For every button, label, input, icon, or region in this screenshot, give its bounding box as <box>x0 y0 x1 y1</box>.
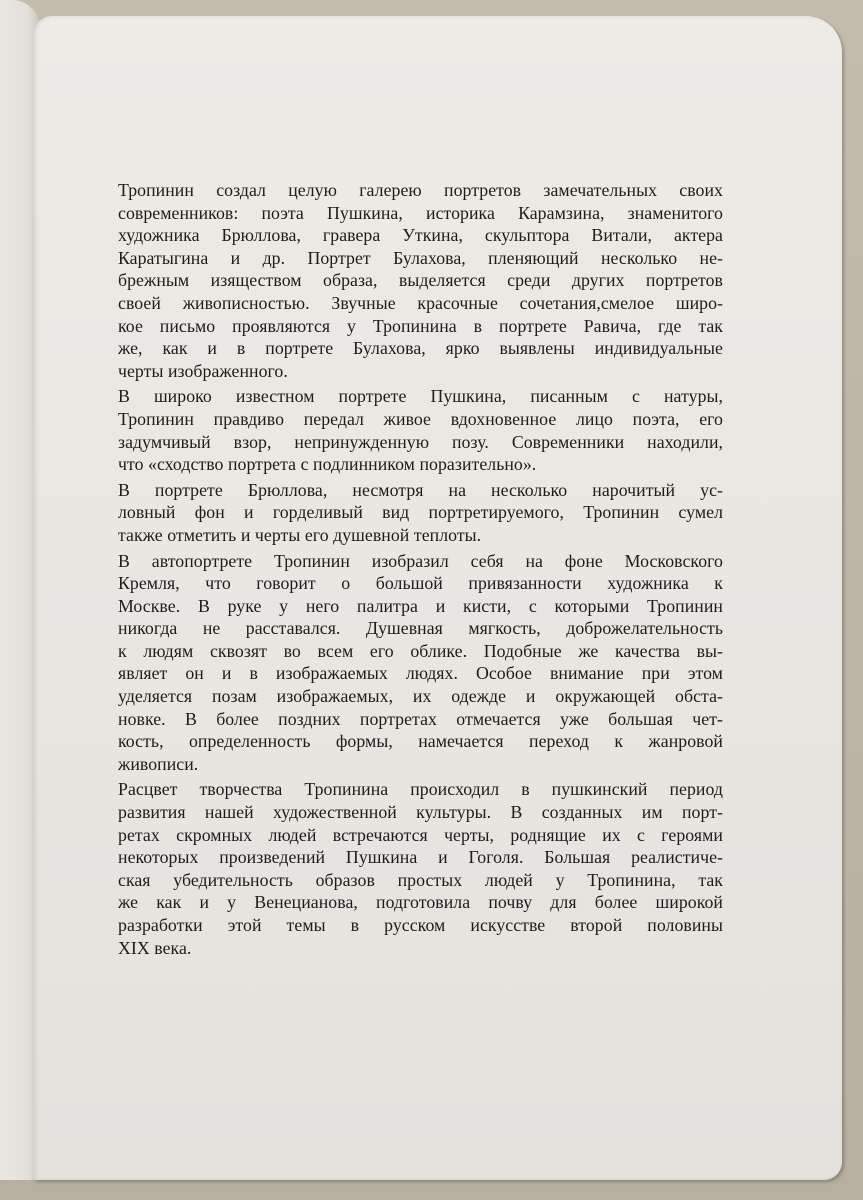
text-line: новке. В более поздних портретах отмечается уже большая чет- <box>118 708 723 729</box>
text-line: своей живописностью. Звучные красочные сочетания,смелое широ- <box>118 292 723 313</box>
text-line: Расцвет творчества Тропинина происходил в пушкинский период <box>118 779 723 800</box>
text-line: кость, определенность формы, намечается переход к жанровой <box>118 731 723 752</box>
text-line: Каратыгина и др. Портрет Булахова, пленяющий несколько не- <box>118 247 723 268</box>
text-line: никогда не расставался. Душевная мягкость, доброжелательность <box>118 618 723 639</box>
text-line: являет он и в изображаемых людях. Особое внимание при этом <box>118 663 723 684</box>
text-line: ловный фон и горделивый вид портретируемого, Тропинин сумел <box>118 502 723 523</box>
text-line: ская убедительность образов простых людей у Тропинина, так <box>118 869 723 890</box>
page-text <box>118 179 723 959</box>
text-line: задумчивый взор, непринужденную позу. Современники находили, <box>118 431 723 452</box>
text-line: же, как и в портрете Булахова, ярко выявлены индивидуальные <box>118 338 723 359</box>
text-line: уделяется позам изображаемых, их одежде и окружающей обста- <box>118 686 723 707</box>
text-line: В широко известном портрете Пушкина, писанным с натуры, <box>118 386 723 407</box>
text-line: Тропинин создал целую галерею портретов замечательных своих <box>118 180 723 200</box>
text-line: разработки этой темы в русском искусстве второй половины <box>118 915 723 935</box>
text-line: живописи. <box>118 753 199 774</box>
text-line: Москве. В руке у него палитра и кисти, с которыми Тропинин <box>118 595 723 616</box>
paragraph-1 <box>118 179 723 382</box>
text-line: же как и у Венецианова, подготовила почву для более широкой <box>118 892 723 913</box>
text-line: В автопортрете Тропинин изобразил себя на фоне Московского <box>118 550 723 571</box>
paragraph-4 <box>118 550 723 776</box>
paragraph-5 <box>118 778 723 959</box>
text-line: некоторых произведений Пушкина и Гоголя. Большая реалистиче- <box>118 847 723 868</box>
text-line: XIX века. <box>118 937 192 958</box>
text-line: Тропинин правдиво передал живое вдохновенное лицо поэта, его <box>118 408 723 429</box>
text-line: ретах скромных людей встречаются черты, роднящие их с героями <box>118 824 723 845</box>
text-line: что «сходство портрета с подлинником поразительно». <box>118 454 537 475</box>
text-line: к людям сквозят во всем его облике. Подобные же качества вы- <box>118 640 723 661</box>
text-line: брежным изяществом образа, выделяется среди других портретов <box>118 270 723 291</box>
text-line: В портрете Брюллова, несмотря на несколько нарочитый ус- <box>118 479 723 500</box>
text-line: кое письмо проявляются у Тропинина в портрете Равича, где так <box>118 315 723 336</box>
text-line: Кремля, что говорит о большой привязанности художника к <box>118 573 723 594</box>
text-line: современников: поэта Пушкина, историка Карамзина, знаменитого <box>118 202 723 223</box>
text-line: развития нашей художественной культуры. В созданных им порт- <box>118 802 723 823</box>
text-line: также отметить и черты его душевной теплоты. <box>118 524 482 545</box>
paragraph-2 <box>118 385 723 475</box>
text-line: черты изображенного. <box>118 360 288 381</box>
paragraph-3 <box>118 479 723 547</box>
text-line: художника Брюллова, гравера Уткина, скульптора Витали, актера <box>118 225 723 246</box>
